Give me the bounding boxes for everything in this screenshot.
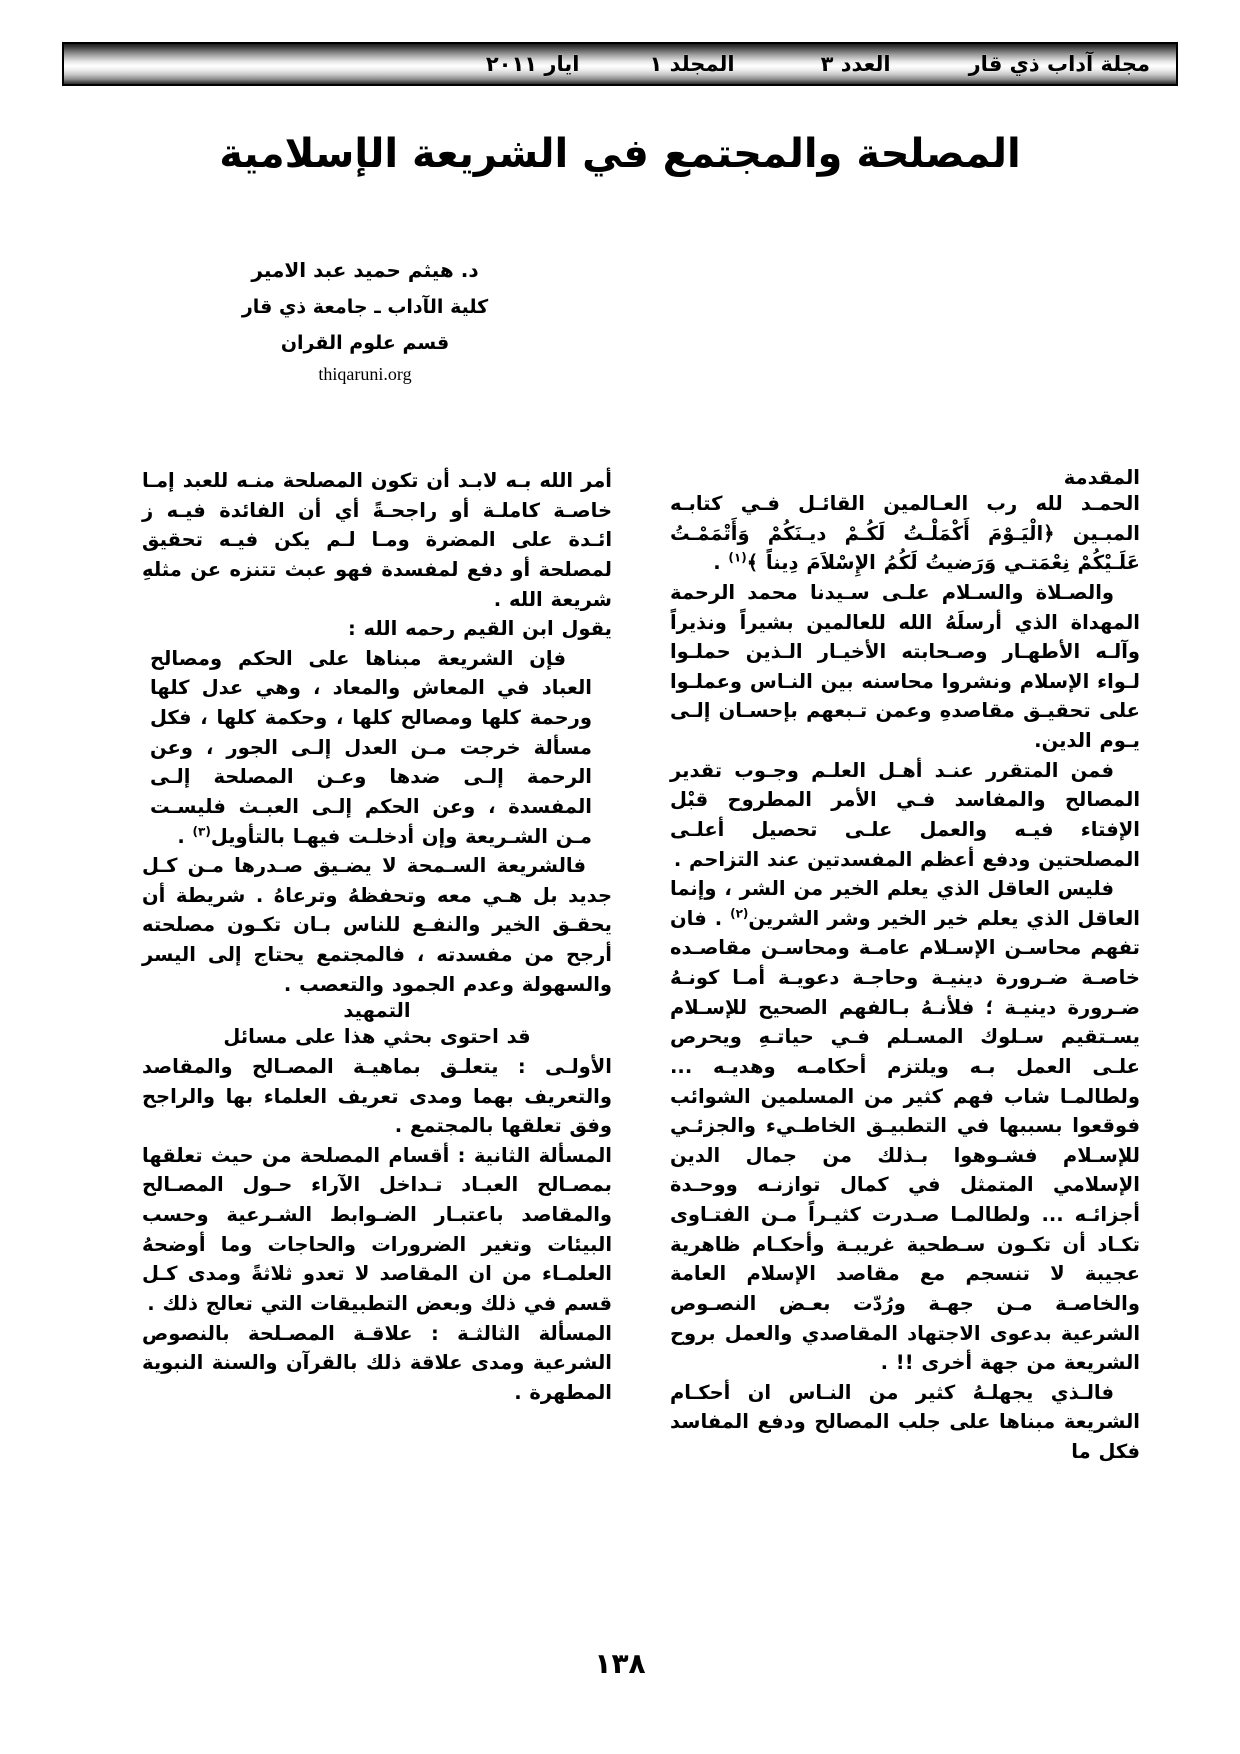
- author-department: قسم علوم القران: [280, 332, 450, 354]
- paragraph-left-quote: [142, 644, 612, 851]
- paragraph-right-1-end: .: [713, 551, 729, 575]
- paragraph-left-5: الأولـى : يتعلـق بماهيـة المصـالح والمقاصد والتعريف بهما ومدى تعريف العلماء بها والراجح وفق تعلقها بالمجتمع .: [142, 1054, 612, 1138]
- column-right: [670, 466, 1140, 1616]
- author-affiliation: كلية الآداب ـ جامعة ذي قار: [241, 296, 489, 318]
- paragraph-right-4-text: فليس العاقل الذي يعلم الخير من الشر ، وإنما العاقل الذي يعلم خير الخير وشر الشرين: [670, 877, 1140, 930]
- quote-text: فإن الشريعة مبناها على الحكم ومصالح العباد في المعاش والمعاد ، وهي عدل كلها ورحمة كلها ومصالح كلها ، وحكمة كلها ، فكل مسألة خرجت مـن العدل إلـى الجور ، وعن الرحمة إلـى ضدها وعـن المصلحة إلـى المفسدة ، وعن الحكم إلـى العبـث فليسـت مـن الشـريعة وإن أدخلـت فيهـا بالتأويل: [150, 646, 592, 848]
- footnote-ref-2: (٢): [730, 906, 749, 921]
- paragraph-left-3: فالشريعة السـمحة لا يضـيق صـدرها مـن كـل جديد بل هـي معه وتحفظهُ وترعاهُ . شريطة أن يحقـق الخير والنفـع للناس بـان تكـون مصلحته أرجح من مفسدته ، فالمجتمع يحتاج إلى اليسر والسهولة وعدم الجمود والتعصب .: [142, 854, 612, 996]
- article-title: المصلحة والمجتمع في الشريعة الإسلامية: [219, 130, 1021, 177]
- paragraph-left-4: قد احتوى بحثي هذا على مسائل: [223, 1025, 531, 1049]
- paragraph-right-4-cont: . فان تفهم محاسـن الإسـلام عامـة ومحاسـن مقاصـده خاصـة ضـرورة دينيـة وحاجـة دعويـة أمـا كونـهُ ضـرورة دينيـة ؛ فلأنـهُ بـالفهم الصحيح للإسـلام يسـتقيم سـلوك المسـلم فـي حياتـهِ ويحرص علـى العمل بـه ويلتزم أحكامـه وهديـه ... ولطالمـا شاب فهم كثير من المسلمين الشوائب فوقعوا بسببها في التطبيـق الخاطـيء والجزئـي للإسـلام فشـوهوا بـذلك من جمال الدين الإسلامي المتمثل في كمال توازنـه ووحـدة أجزائـه ... ولطالمـا صـدرت كثيـراً مـن الفتـاوى تكـاد أن تكـون سـطحية غريبـة وأحكـام ظاهرية عجيبة لا تنسجم مع مقاصد الإسلام العامة والخاصـة مـن جهـة ورُدّت بعـض النصـوص الشرعية بدعوى الاجتهاد المقاصدي والعمل بروح الشريعة من جهة أخرى !! .: [670, 906, 1140, 1375]
- header-journal-name: مجلة آداب ذي قار: [968, 52, 1150, 76]
- header-issue-date: ايار ٢٠١١: [485, 52, 580, 76]
- heading-introduction: المقدمة: [1063, 466, 1140, 489]
- paragraph-left-6: المسألة الثانية : أقسام المصلحة من حيث تعلقها بمصـالح العبـاد تـداخل الآراء حـول المصـالح والمقاصد باعتبـار الضـوابط الشـرعية وحسب البيئات وتغير الضرورات والحاجات وما أوضحهُ العلمـاء من ان المقاصد لا تعدو ثلاثةً ومدى كـل قسم في ذلك وبعض التطبيقات التي تعالج ذلك .: [142, 1143, 612, 1315]
- author-website: thiqaruni.org: [318, 364, 412, 384]
- author-block: [150, 258, 580, 385]
- paragraph-right-3: فمن المتقرر عنـد أهـل العلـم وجـوب تقدير المصالح والمفاسد فـي الأمر المطروح قبْل الإفتاء فيـه والعمل علـى تحصيل أعلـى المصلحتين ودفع أعظم المفسدتين عند التزاحم .: [670, 758, 1140, 871]
- paragraph-right-5: فالـذي يجهلـهُ كثير من النـاس ان أحكـام الشريعة مبناها على جلب المصالح ودفع المفاسد فكل ما: [670, 1380, 1140, 1463]
- column-left: [142, 466, 612, 1616]
- paragraph-left-7: المسألة الثالثـة : علاقـة المصـلحة بالنصوص الشرعية ومدى علاقة ذلك بالقرآن والسنة النبوية المطهرة .: [142, 1321, 612, 1404]
- footnote-ref-3: (٣): [192, 824, 211, 838]
- paragraph-left-1: أمر الله بـه لابـد أن تكون المصلحة منـه للعبد إمـا خاصـة كاملـة أو راجحـةً أي أن الفائدة فيـه ز ائـدة على المضرة ومـا لـم يكن فيـه تحقيق لمصلحة أو دفع لمفسدة فهو عبث تتنزه عن مثلهِ شريعة الله .: [142, 469, 612, 611]
- paragraph-right-4: [670, 874, 1140, 1378]
- heading-preface: التمهيد: [343, 999, 411, 1023]
- paragraph-right-2: والصـلاة والسـلام علـى سـيدنا محمد الرحمة المهداة الذي أرسلَهُ الله للعالمين بشيراً ونذيراً وآلـه الأطهـار وصـحابته الأخيـار الـذين حملـوا لـواء الإسلام ونشروا محاسنه بين النـاس وعملـوا على تحقيـق مقاصدهِ وعمن تـبعهم بإحسـان إلـى يـوم الدين.: [670, 580, 1140, 752]
- footnote-ref-1: (١): [728, 550, 747, 565]
- paragraph-left-2: يقول ابن القيم رحمه الله :: [347, 617, 612, 641]
- paragraph-right-1-text: الحمـد لله رب العـالمين القائـل فـي كتابـه المبـين ﴿الْيَـوْمَ أَكْمَلْـتُ لَكُـمْ ديـنَكُمْ وَأَتْمَمْـتُ عَلَـيْكُمْ نِعْمَتـي وَرَضيتُ لَكُمُ الإِسْلاَمَ دِيناً ﴾: [670, 492, 1140, 575]
- running-header: [62, 42, 1178, 86]
- header-issue-number: العدد ٣: [820, 52, 891, 76]
- body-columns: [100, 466, 1140, 1616]
- paragraph-right-1: [670, 489, 1140, 578]
- page-number: ١٣٨: [594, 1647, 646, 1680]
- quote-end: .: [177, 824, 193, 848]
- header-volume-number: المجلد ١: [649, 52, 735, 76]
- author-name: د. هيثم حميد عبد الامير: [251, 258, 479, 282]
